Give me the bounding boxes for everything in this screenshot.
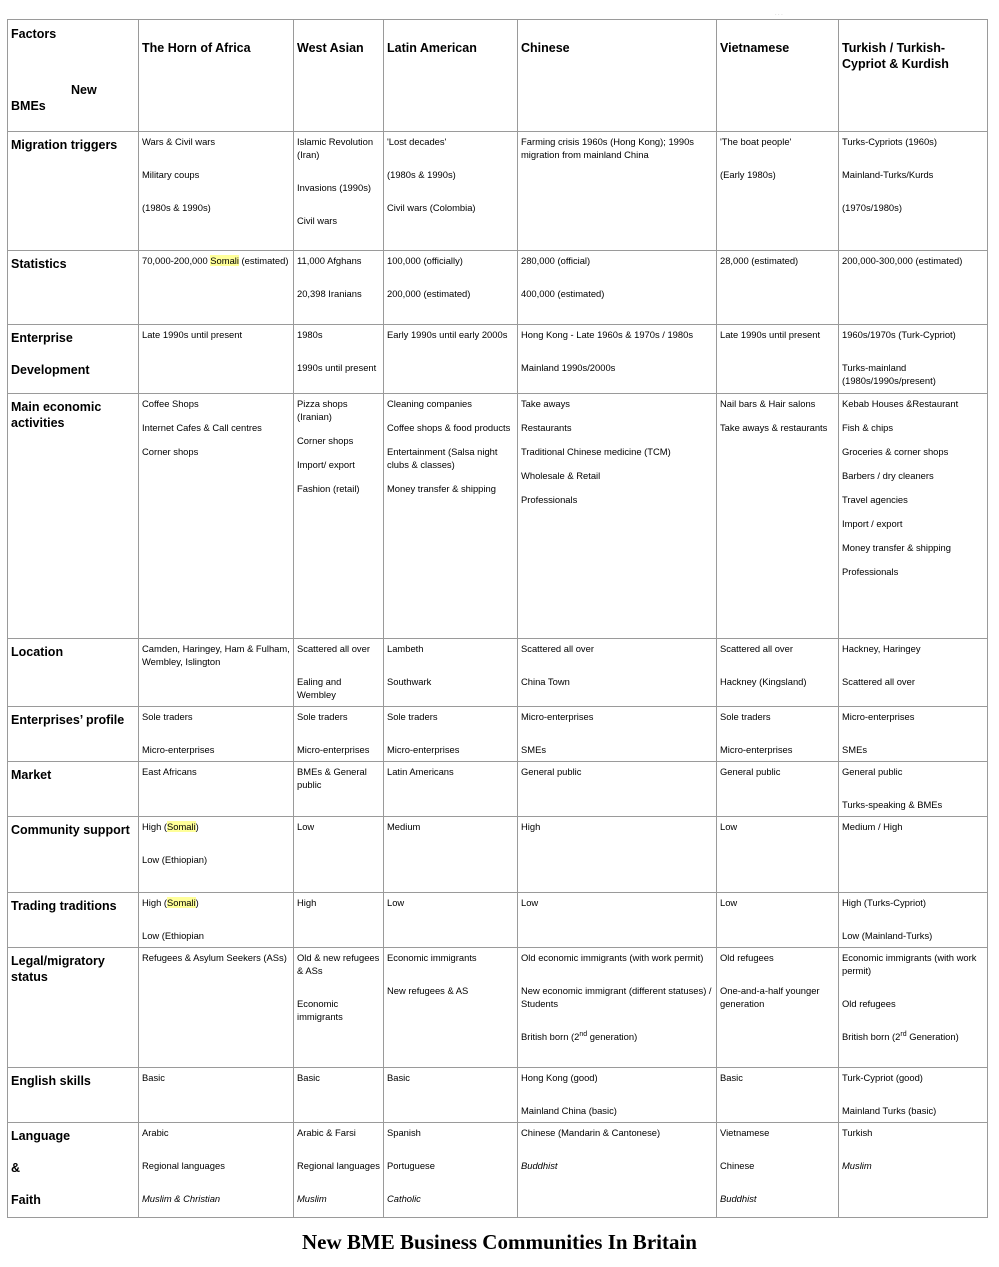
factor-cell xyxy=(8,893,139,948)
cell-line: Coffee shops & food products xyxy=(387,422,511,433)
data-cell xyxy=(717,394,839,639)
table-row-community-support xyxy=(8,817,988,893)
cell-line: Basic xyxy=(720,1072,743,1083)
factor-cell xyxy=(8,948,139,1068)
cell-line: Turk-Cypriot (good) xyxy=(842,1072,923,1083)
factor-label: Community support xyxy=(11,823,130,837)
cell-line: Buddhist xyxy=(720,1193,757,1204)
data-cell xyxy=(717,707,839,762)
column-header-horn-of-africa: The Horn of Africa xyxy=(139,20,294,132)
cell-line: 400,000 (estimated) xyxy=(521,288,605,299)
cell-line: Money transfer & shipping xyxy=(842,542,951,553)
highlighted-term: Somali xyxy=(210,255,239,266)
cell-line: General public xyxy=(720,766,781,777)
new-label: New xyxy=(71,83,97,97)
cell-line: Scattered all over xyxy=(521,643,594,654)
cell-line: Arabic & Farsi xyxy=(297,1127,356,1138)
column-header-turkish-kurdish: Turkish / Turkish-Cypriot & Kurdish xyxy=(839,20,988,132)
factor-cell xyxy=(8,639,139,707)
data-cell xyxy=(294,132,384,251)
table-row-trading-traditions xyxy=(8,893,988,948)
factor-label: Market xyxy=(11,768,52,782)
factor-label: Enterprises’ profile xyxy=(11,713,125,727)
data-cell xyxy=(384,325,518,394)
ordinal-suffix: nd xyxy=(579,1030,588,1038)
factor-label: English skills xyxy=(11,1074,91,1088)
data-cell xyxy=(139,762,294,817)
data-cell xyxy=(384,639,518,707)
cell-line: Professionals xyxy=(842,566,899,577)
factor-label: Location xyxy=(11,645,64,659)
cell-line: Chinese xyxy=(720,1160,755,1171)
factor-cell xyxy=(8,707,139,762)
data-cell xyxy=(839,817,988,893)
highlighted-term: Somali xyxy=(167,897,196,908)
data-cell xyxy=(384,893,518,948)
cell-line: Travel agencies xyxy=(842,494,908,505)
data-cell xyxy=(294,639,384,707)
cell-line: Turkish xyxy=(842,1127,873,1138)
data-cell xyxy=(294,325,384,394)
cell-line: Fashion (retail) xyxy=(297,483,360,494)
factor-cell xyxy=(8,132,139,251)
cell-line: Latin Americans xyxy=(387,766,454,777)
cell-line: Sole traders xyxy=(720,711,771,722)
cell-line: Arabic xyxy=(142,1127,169,1138)
cell-line: Muslim xyxy=(842,1160,872,1171)
cell-line: High (Somali) xyxy=(142,897,199,908)
data-cell xyxy=(139,893,294,948)
column-header-vietnamese: Vietnamese xyxy=(717,20,839,132)
table-row-location xyxy=(8,639,988,707)
data-cell xyxy=(839,948,988,1068)
cell-line: Scattered all over xyxy=(842,676,915,687)
data-cell xyxy=(139,325,294,394)
cell-line: Buddhist xyxy=(521,1160,558,1171)
factor-cell xyxy=(8,817,139,893)
cell-line: General public xyxy=(521,766,582,777)
factor-label: Enterprise Development xyxy=(11,331,90,377)
data-cell xyxy=(717,1068,839,1123)
cell-line: Low xyxy=(387,897,405,908)
cell-line: Import/ export xyxy=(297,459,355,470)
cell-line: Old economic immigrants (with work permit) xyxy=(521,952,704,963)
factor-label: Statistics xyxy=(11,257,67,271)
column-header-west-asian: West Asian xyxy=(294,20,384,132)
cell-line: 100,000 (officially) xyxy=(387,255,463,266)
cell-line: Wars & Civil wars xyxy=(142,136,216,147)
data-cell xyxy=(518,1123,717,1218)
cell-line: Micro-enterprises xyxy=(521,711,594,722)
cell-line: (1980s & 1990s) xyxy=(142,202,211,213)
cell-line: Civil wars xyxy=(297,215,338,226)
cell-line: Farming crisis 1960s (Hong Kong); 1990s migration from mainland China xyxy=(521,136,694,160)
cell-line: Vietnamese xyxy=(720,1127,770,1138)
cell-line: (1970s/1980s) xyxy=(842,202,902,213)
data-cell xyxy=(717,251,839,325)
factor-label: Migration triggers xyxy=(11,138,118,152)
cell-line: Mainland China (basic) xyxy=(521,1105,617,1116)
cell-line: (1980s & 1990s) xyxy=(387,169,456,180)
table-row-legal-migratory-status xyxy=(8,948,988,1068)
cell-line: Traditional Chinese medicine (TCM) xyxy=(521,446,671,457)
table-body xyxy=(8,20,988,1218)
table-row-main-economic-activities xyxy=(8,394,988,639)
cell-line: High (Turks-Cypriot) xyxy=(842,897,927,908)
data-cell xyxy=(518,132,717,251)
data-cell xyxy=(717,639,839,707)
data-cell xyxy=(294,762,384,817)
cell-line: 200,000-300,000 (estimated) xyxy=(842,255,963,266)
cell-line: East Africans xyxy=(142,766,197,777)
factors-label: Factors xyxy=(11,27,57,41)
cell-line: Medium / High xyxy=(842,821,903,832)
cell-line: Lambeth xyxy=(387,643,424,654)
cell-line: Fish & chips xyxy=(842,422,894,433)
data-cell xyxy=(839,251,988,325)
cell-line: One-and-a-half younger generation xyxy=(720,985,820,1009)
data-cell xyxy=(139,707,294,762)
ordinal-suffix: rd xyxy=(900,1030,907,1038)
table-row-language-faith xyxy=(8,1123,988,1218)
table-row-migration-triggers xyxy=(8,132,988,251)
cell-line: Low xyxy=(720,897,738,908)
cell-line: Money transfer & shipping xyxy=(387,483,496,494)
cell-line: Turks-Cypriots (1960s) xyxy=(842,136,937,147)
table-row-english-skills xyxy=(8,1068,988,1123)
bmes-label: BMEs xyxy=(11,99,46,113)
cell-line: Hong Kong - Late 1960s & 1970s / 1980s xyxy=(521,329,694,340)
cell-line: Low (Ethiopian xyxy=(142,930,205,941)
data-cell xyxy=(839,707,988,762)
cell-line: Mainland Turks (basic) xyxy=(842,1105,937,1116)
cell-line: Coffee Shops xyxy=(142,398,199,409)
cell-line: 'The boat people' xyxy=(720,136,792,147)
cell-line: Corner shops xyxy=(142,446,199,457)
data-cell xyxy=(139,639,294,707)
data-cell xyxy=(139,132,294,251)
cell-line: 280,000 (official) xyxy=(521,255,591,266)
cell-line: Micro-enterprises xyxy=(142,744,215,755)
data-cell xyxy=(518,762,717,817)
cell-line: Corner shops xyxy=(297,435,354,446)
cell-line: SMEs xyxy=(842,744,868,755)
header-row xyxy=(8,20,988,132)
data-cell xyxy=(717,1123,839,1218)
cell-line: Hackney (Kingsland) xyxy=(720,676,807,687)
cell-line: Economic immigrants xyxy=(387,952,477,963)
bme-comparison-table xyxy=(7,19,988,1218)
cell-line: High xyxy=(297,897,317,908)
factor-label: Main economic activities xyxy=(11,400,102,430)
column-header-latin-american: Latin American xyxy=(384,20,518,132)
cell-line: Spanish xyxy=(387,1127,421,1138)
cell-line: Old refugees xyxy=(720,952,774,963)
data-cell xyxy=(839,893,988,948)
cell-line: New economic immigrant (different statuses) / Students xyxy=(521,985,712,1009)
data-cell xyxy=(294,707,384,762)
data-cell xyxy=(839,1123,988,1218)
cell-line: Take aways & restaurants xyxy=(720,422,828,433)
factor-label: Trading traditions xyxy=(11,899,117,913)
data-cell xyxy=(839,762,988,817)
table-wrapper xyxy=(7,19,987,1218)
data-cell xyxy=(294,1068,384,1123)
data-cell xyxy=(294,893,384,948)
data-cell xyxy=(717,132,839,251)
cell-line: Muslim xyxy=(297,1193,327,1204)
cell-line: Portuguese xyxy=(387,1160,435,1171)
cell-line: Entertainment (Salsa night clubs & classes) xyxy=(387,446,498,470)
data-cell xyxy=(717,948,839,1068)
cell-line: Cleaning companies xyxy=(387,398,472,409)
factor-cell xyxy=(8,251,139,325)
data-cell xyxy=(294,817,384,893)
data-cell xyxy=(384,1123,518,1218)
cell-line: Sole traders xyxy=(142,711,193,722)
factor-label: Legal/migratory status xyxy=(11,954,105,984)
cell-line: Low (Ethiopian) xyxy=(142,854,208,865)
data-cell xyxy=(518,707,717,762)
data-cell xyxy=(139,251,294,325)
header-factors-cell xyxy=(8,20,139,132)
cell-line: Old refugees xyxy=(842,998,896,1009)
cell-line: Mainland-Turks/Kurds xyxy=(842,169,934,180)
cell-line: Internet Cafes & Call centres xyxy=(142,422,262,433)
factor-label: Language & Faith xyxy=(11,1129,71,1207)
cell-line: Southwark xyxy=(387,676,432,687)
data-cell xyxy=(139,948,294,1068)
cell-line: Hackney, Haringey xyxy=(842,643,921,654)
data-cell xyxy=(717,893,839,948)
cell-line: Late 1990s until present xyxy=(142,329,243,340)
cell-line: Low xyxy=(521,897,539,908)
cell-line: Ealing and Wembley xyxy=(297,676,342,700)
data-cell xyxy=(384,251,518,325)
cell-line: Kebab Houses &Restaurant xyxy=(842,398,959,409)
highlighted-term: Somali xyxy=(167,821,196,832)
table-row-enterprise-development xyxy=(8,325,988,394)
cell-line: Micro-enterprises xyxy=(720,744,793,755)
data-cell xyxy=(839,639,988,707)
cell-line: Import / export xyxy=(842,518,903,529)
cell-line: Refugees & Asylum Seekers (ASs) xyxy=(142,952,287,963)
data-cell xyxy=(839,394,988,639)
cell-line: Muslim & Christian xyxy=(142,1193,221,1204)
data-cell xyxy=(294,948,384,1068)
cell-line: Basic xyxy=(387,1072,410,1083)
cell-line: Take aways xyxy=(521,398,570,409)
cell-line: 1980s xyxy=(297,329,323,340)
cell-line: Nail bars & Hair salons xyxy=(720,398,816,409)
cell-line: Low (Mainland-Turks) xyxy=(842,930,933,941)
cell-line: Scattered all over xyxy=(297,643,370,654)
data-cell xyxy=(518,893,717,948)
cell-line: Restaurants xyxy=(521,422,572,433)
cell-line: Pizza shops (Iranian) xyxy=(297,398,348,422)
cell-line: Groceries & corner shops xyxy=(842,446,949,457)
cell-line: Barbers / dry cleaners xyxy=(842,470,934,481)
cell-line: Micro-enterprises xyxy=(387,744,460,755)
cell-line: 28,000 (estimated) xyxy=(720,255,799,266)
cell-line: Mainland 1990s/2000s xyxy=(521,362,616,373)
data-cell xyxy=(294,394,384,639)
data-cell xyxy=(839,325,988,394)
column-header-chinese: Chinese xyxy=(518,20,717,132)
data-cell xyxy=(839,1068,988,1123)
cell-line: British born (2nd generation) xyxy=(521,1030,638,1042)
data-cell xyxy=(384,707,518,762)
cell-line: High (Somali) xyxy=(142,821,199,832)
data-cell xyxy=(518,639,717,707)
cell-line: 70,000-200,000 Somali (estimated) xyxy=(142,255,289,266)
cell-line: Economic immigrants xyxy=(297,998,343,1022)
data-cell xyxy=(384,762,518,817)
data-cell xyxy=(518,948,717,1068)
cell-line: New refugees & AS xyxy=(387,985,469,996)
cell-line: 11,000 Afghans xyxy=(297,255,362,266)
cell-line: SMEs xyxy=(521,744,547,755)
cell-line: 200,000 (estimated) xyxy=(387,288,471,299)
cell-line: Sole traders xyxy=(387,711,438,722)
cell-line: Low xyxy=(720,821,738,832)
data-cell xyxy=(717,325,839,394)
factor-cell xyxy=(8,394,139,639)
data-cell xyxy=(384,132,518,251)
cell-line: General public xyxy=(842,766,903,777)
data-cell xyxy=(518,325,717,394)
cell-line: Micro-enterprises xyxy=(842,711,915,722)
cell-line: Civil wars (Colombia) xyxy=(387,202,476,213)
cell-line: Hong Kong (good) xyxy=(521,1072,598,1083)
data-cell xyxy=(717,817,839,893)
data-cell xyxy=(139,394,294,639)
top-mark: · · · xyxy=(775,12,783,18)
cell-line: British born (2rd Generation) xyxy=(842,1030,959,1042)
factor-cell xyxy=(8,762,139,817)
data-cell xyxy=(384,948,518,1068)
cell-line: Invasions (1990s) xyxy=(297,182,371,193)
data-cell xyxy=(139,817,294,893)
cell-line: Economic immigrants (with work permit) xyxy=(842,952,977,976)
cell-line: Military coups xyxy=(142,169,200,180)
cell-line: Catholic xyxy=(387,1193,421,1204)
cell-line: Medium xyxy=(387,821,421,832)
cell-line: Scattered all over xyxy=(720,643,793,654)
cell-line: Basic xyxy=(142,1072,165,1083)
table-row-statistics xyxy=(8,251,988,325)
data-cell xyxy=(518,251,717,325)
cell-line: Low xyxy=(297,821,315,832)
data-cell xyxy=(139,1123,294,1218)
data-cell xyxy=(839,132,988,251)
cell-line: Sole traders xyxy=(297,711,348,722)
data-cell xyxy=(717,762,839,817)
table-row-enterprises-profile xyxy=(8,707,988,762)
data-cell xyxy=(139,1068,294,1123)
cell-line: BMEs & General public xyxy=(297,766,367,790)
cell-line: China Town xyxy=(521,676,570,687)
data-cell xyxy=(518,817,717,893)
cell-line: (Early 1980s) xyxy=(720,169,776,180)
cell-line: Wholesale & Retail xyxy=(521,470,601,481)
cell-line: 'Lost decades' xyxy=(387,136,447,147)
data-cell xyxy=(518,394,717,639)
cell-line: Basic xyxy=(297,1072,320,1083)
cell-line: 20,398 Iranians xyxy=(297,288,362,299)
factor-cell xyxy=(8,1068,139,1123)
cell-line: Early 1990s until early 2000s xyxy=(387,329,508,340)
cell-line: Old & new refugees & ASs xyxy=(297,952,380,976)
cell-line: Professionals xyxy=(521,494,578,505)
data-cell xyxy=(294,251,384,325)
cell-line: Chinese (Mandarin & Cantonese) xyxy=(521,1127,661,1138)
data-cell xyxy=(294,1123,384,1218)
factor-cell xyxy=(8,325,139,394)
data-cell xyxy=(384,1068,518,1123)
cell-line: Islamic Revolution (Iran) xyxy=(297,136,374,160)
cell-line: Micro-enterprises xyxy=(297,744,370,755)
cell-line: Turks-speaking & BMEs xyxy=(842,799,943,810)
factor-cell xyxy=(8,1123,139,1218)
cell-line: 1990s until present xyxy=(297,362,377,373)
data-cell xyxy=(384,394,518,639)
cell-line: Late 1990s until present xyxy=(720,329,821,340)
cell-line: 1960s/1970s (Turk-Cypriot) xyxy=(842,329,956,340)
data-cell xyxy=(518,1068,717,1123)
cell-line: Regional languages xyxy=(142,1160,225,1171)
page-caption: New BME Business Communities In Britain xyxy=(302,1230,697,1254)
cell-line: Regional languages xyxy=(297,1160,380,1171)
table-row-market xyxy=(8,762,988,817)
cell-line: Camden, Haringey, Ham & Fulham, Wembley, Islington xyxy=(142,643,290,667)
cell-line: High xyxy=(521,821,541,832)
data-cell xyxy=(384,817,518,893)
cell-line: Turks-mainland (1980s/1990s/present) xyxy=(842,362,936,386)
